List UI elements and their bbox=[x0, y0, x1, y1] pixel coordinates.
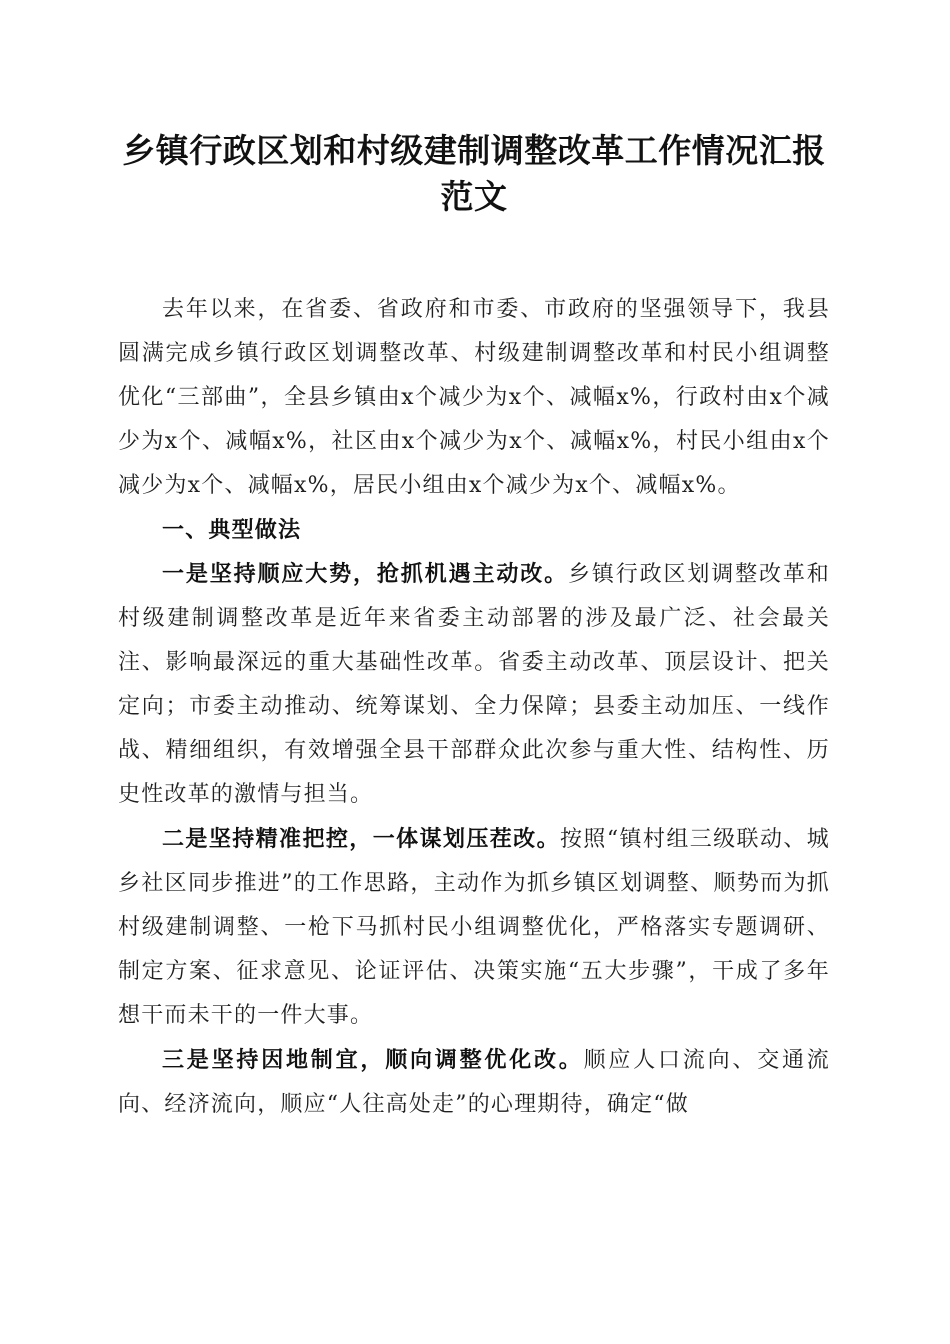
intro-paragraph: 去年以来，在省委、省政府和市委、市政府的坚强领导下，我县圆满完成乡镇行政区划调整改革、村级建制调整改革和村民小组调整优化“三部曲”，全县乡镇由x个减少为x个、减幅x%，行政村由x个减少为x个、减幅x%，社区由x个减少为x个、减幅x%，村民小组由x个减少为x个、减幅x%，居民小组由x个减少为x个、减幅x%。 bbox=[118, 297, 830, 498]
practice-1-lead: 一是坚持顺应大势，抢抓机遇主动改。 bbox=[162, 561, 568, 587]
practice-1-text: 乡镇行政区划调整改革和村级建制调整改革是近年来省委主动部署的涉及最广泛、社会最关注、影响最深远的重大基础性改革。省委主动改革、顶层设计、把关定向；市委主动推动、统筹谋划、全力保障；县委主动加压、一线作战、精细组织，有效增强全县干部群众此次参与重大性、结构性、历史性改革的激情与担当。 bbox=[118, 562, 830, 807]
section-heading-typical-practices: 一、典型做法 bbox=[162, 517, 302, 543]
practice-3-lead: 三是坚持因地制宜，顺向调整优化改。 bbox=[162, 1047, 584, 1073]
practice-2-text: 按照“镇村组三级联动、城乡社区同步推进”的工作思路，主动作为抓乡镇区划调整、顺势而为抓村级建制调整、一枪下马抓村民小组调整优化，严格落实专题调研、制定方案、征求意见、论证评估、决策实施“五大步骤”，干成了多年想干而未干的一件大事。 bbox=[118, 827, 830, 1028]
practice-3-text: 顺应人口流向、交通流向、经济流向，顺应“人往高处走”的心理期待，确定“做 bbox=[118, 1048, 830, 1117]
practice-paragraph-2 bbox=[118, 817, 830, 1038]
practice-2-lead: 二是坚持精准把控，一体谋划压茬改。 bbox=[162, 826, 561, 852]
practice-paragraph-1 bbox=[118, 552, 830, 817]
document-body bbox=[118, 288, 830, 1127]
practice-paragraph-3 bbox=[118, 1038, 830, 1127]
document-page bbox=[118, 128, 830, 1127]
document-title: 乡镇行政区划和村级建制调整改革工作情况汇报范文 bbox=[122, 131, 826, 216]
